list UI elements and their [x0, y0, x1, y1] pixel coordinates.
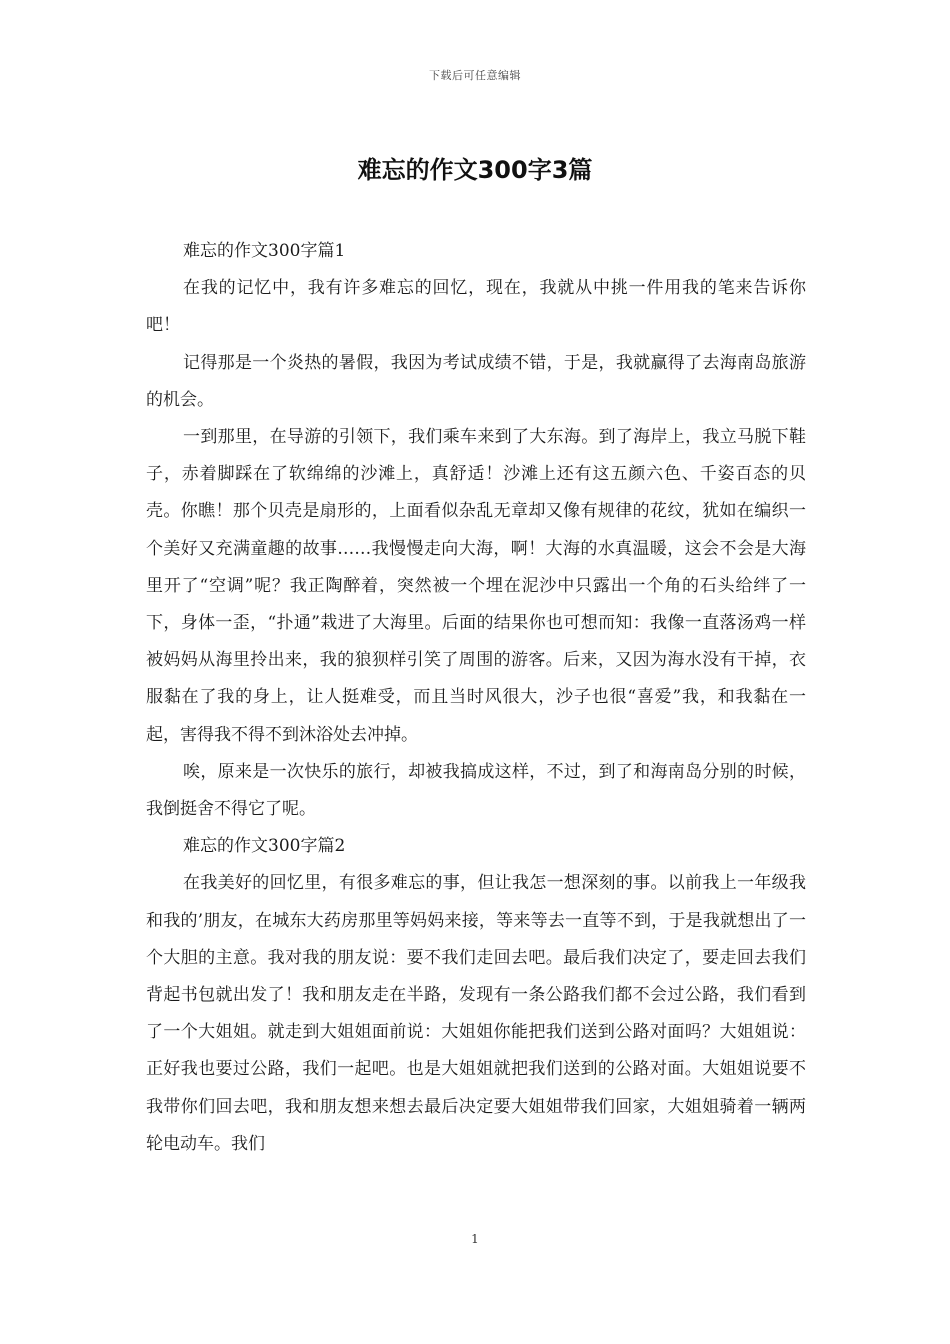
paragraph: 在我的记忆中，我有许多难忘的回忆，现在，我就从中挑一件用我的笔来告诉你吧！ [146, 278, 806, 336]
document-body [146, 233, 806, 1163]
page-number: 1 [471, 1232, 479, 1246]
paragraph: 记得那是一个炎热的暑假，我因为考试成绩不错，于是，我就赢得了去海南岛旅游的机会。 [146, 352, 806, 410]
paragraph: 一到那里，在导游的引领下，我们乘车来到了大东海。到了海岸上，我立马脱下鞋子，赤着脚踩在了软绵绵的沙滩上，真舒适！沙滩上还有这五颜六色、千姿百态的贝壳。你瞧！那个贝壳是扇形的，上面看似杂乱无章却又像有规律的花纹，犹如在编织一个美好又充满童趣的故事……我慢慢走向大海，啊！大海的水真温暖，这会不会是大海里开了“空调”呢？我正陶醉着，突然被一个埋在泥沙中只露出一个角的石头给绊了一下，身体一歪，“扑通”栽进了大海里。后面的结果你也可想而知：我像一直落汤鸡一样被妈妈从海里拎出来，我的狼狈样引笑了周围的游客。后来，又因为海水没有干掉，衣服黏在了我的身上，让人挺难受，而且当时风很大，沙子也很“喜爱”我，和我黏在一起，害得我不得不到沐浴处去冲掉。 [146, 427, 806, 745]
document-title: 难忘的作文300字3篇 [357, 156, 593, 184]
section-heading-2: 难忘的作文300字篇2 [183, 836, 346, 857]
paragraph: 唉，原来是一次快乐的旅行，却被我搞成这样，不过，到了和海南岛分别的时候，我倒挺舍不得它了呢。 [146, 761, 806, 820]
paragraph: 在我美好的回忆里，有很多难忘的事，但让我怎一想深刻的事。以前我上一年级我和我的’朋友，在城东大药房那里等妈妈来接，等来等去一直等不到，于是我就想出了一个大胆的主意。我对我的朋友说：要不我们走回去吧。最后我们决定了，要走回去我们背起书包就出发了！我和朋友走在半路，发现有一条公路我们都不会过公路，我们看到了一个大姐姐。就走到大姐姐面前说：大姐姐你能把我们送到公路对面吗？大姐姐说：正好我也要过公路，我们一起吧。也是大姐姐就把我们送到的公路对面。大姐姐说要不我带你们回去吧，我和朋友想来想去最后决定要大姐姐带我们回家，大姐姐骑着一辆两轮电动车。我们 [146, 873, 806, 1154]
section-heading-1: 难忘的作文300字篇1 [183, 241, 346, 261]
header-note: 下载后可任意编辑 [429, 69, 521, 82]
